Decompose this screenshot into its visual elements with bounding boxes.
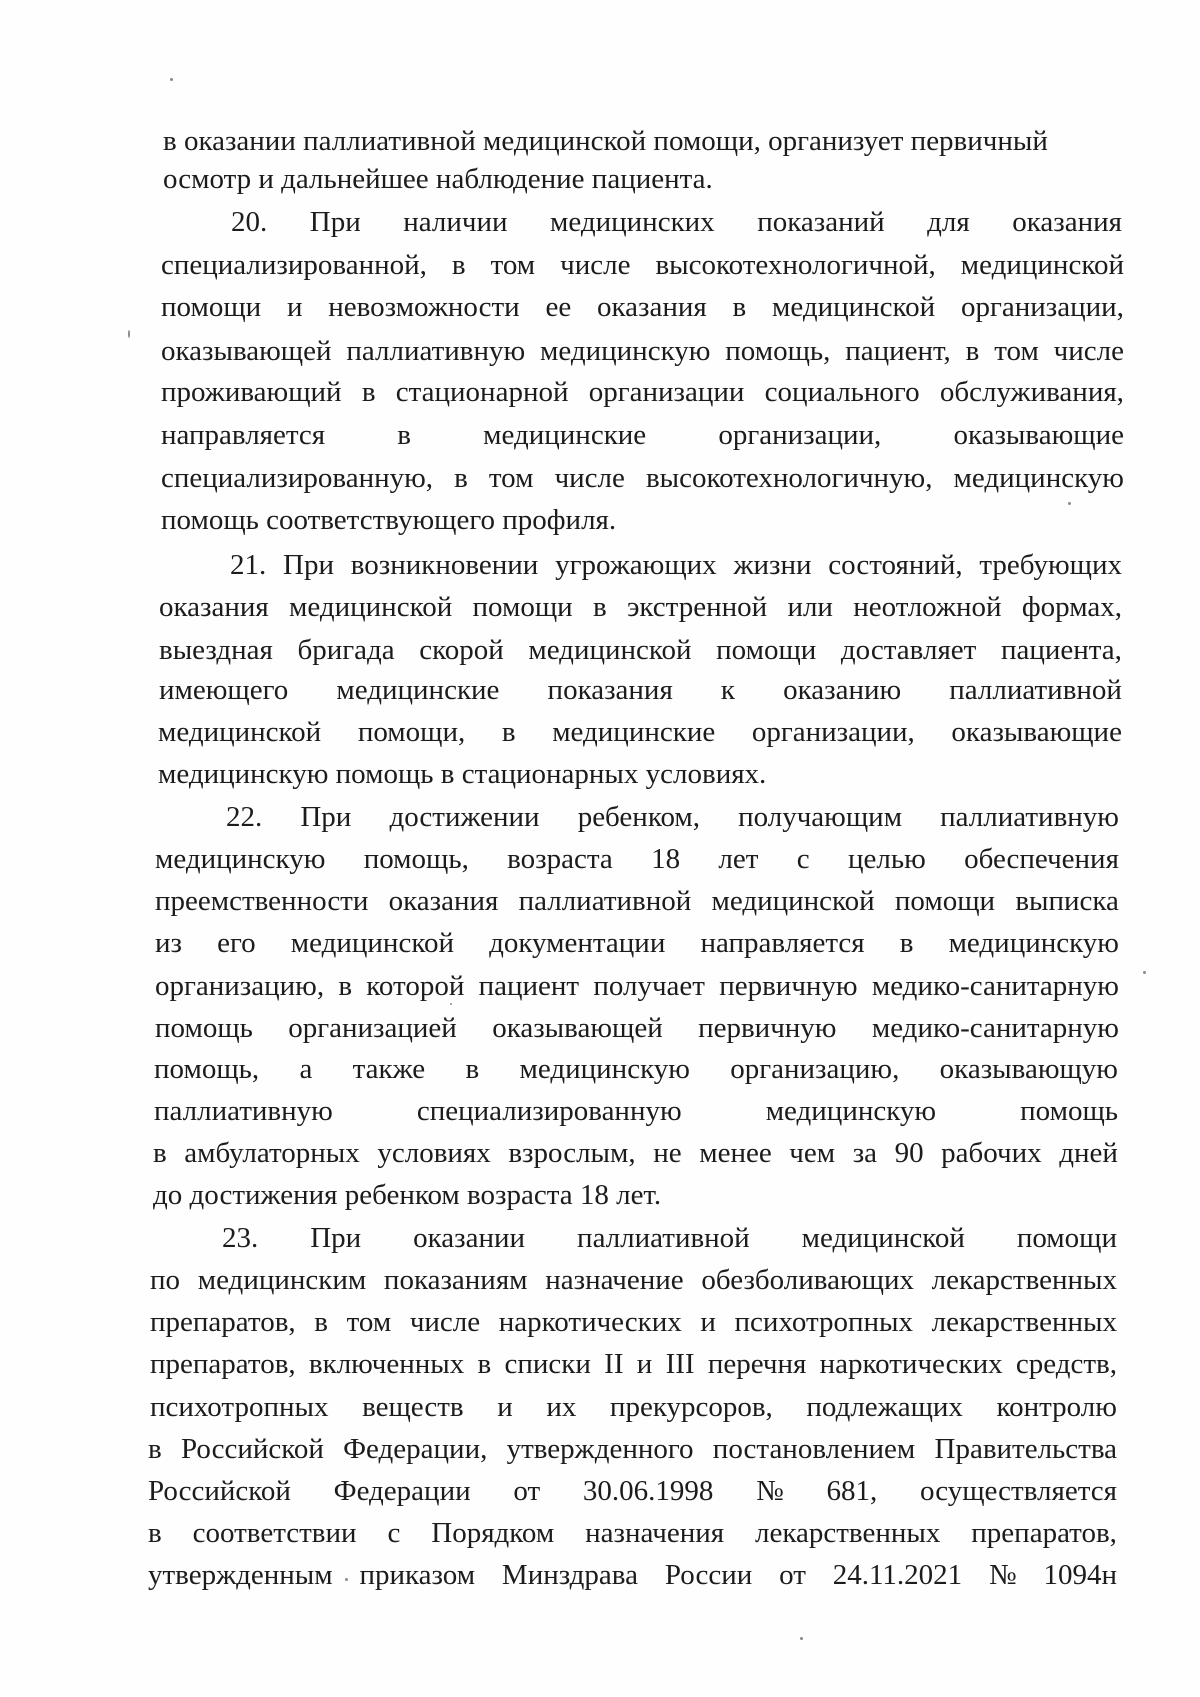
word: числе <box>1053 335 1124 367</box>
text-line: до достижения ребенком возраста 18 лет. <box>153 1179 662 1211</box>
word: Минздрава <box>501 1559 638 1591</box>
word: достижении <box>389 801 540 833</box>
word: контролю <box>996 1391 1117 1423</box>
word: 681, <box>826 1475 878 1507</box>
scan-speck <box>128 330 130 338</box>
word: организации <box>588 376 745 408</box>
word: том <box>488 462 534 494</box>
word: При <box>309 206 361 238</box>
word: том <box>994 335 1039 367</box>
word: медицинской <box>771 291 936 323</box>
word: медицинскую <box>155 843 326 875</box>
word: медицинской <box>711 885 875 917</box>
text-line <box>161 290 1124 324</box>
text-line <box>161 334 1124 368</box>
word: получает <box>593 970 705 1002</box>
word: лекарственных <box>931 1306 1117 1338</box>
word: в <box>501 716 516 748</box>
scan-speck <box>450 1003 452 1005</box>
word: выездная <box>159 634 273 666</box>
word: в <box>965 335 980 367</box>
word: и <box>497 1391 513 1423</box>
text-line <box>150 1263 1117 1297</box>
word: медицинские <box>336 674 500 706</box>
word: оказания <box>1012 206 1122 238</box>
word: осуществляется <box>920 1475 1117 1507</box>
word: ребенком, <box>577 801 700 833</box>
word: в <box>899 927 914 959</box>
word: медицинской <box>289 591 453 623</box>
text-line <box>230 548 1122 582</box>
word: получающим <box>738 801 903 833</box>
word: обслуживания, <box>939 376 1124 408</box>
word: 30.06.1998 <box>582 1475 714 1507</box>
word: организации, <box>960 291 1124 323</box>
word: и <box>700 1306 716 1338</box>
word: направляется <box>161 419 326 451</box>
word: лет <box>718 843 759 875</box>
word: 90 <box>894 1137 924 1169</box>
word: скорой <box>419 634 504 666</box>
word: организацию, <box>730 1053 900 1085</box>
text-line <box>161 418 1124 452</box>
word: наркотических <box>819 1348 1003 1380</box>
word: в <box>732 291 747 323</box>
word: психотропных <box>150 1391 329 1423</box>
word: из <box>155 927 182 959</box>
word: помощи, <box>357 716 466 748</box>
text-line <box>150 1347 1117 1381</box>
word: помощь, <box>363 843 469 875</box>
text-line: помощь соответствующего профиля. <box>161 504 617 536</box>
word: оказания <box>388 885 499 917</box>
word: менее <box>699 1137 772 1169</box>
word: в <box>451 249 466 281</box>
word: 18 <box>651 843 681 875</box>
word: в <box>153 1137 167 1169</box>
word: жизни <box>733 549 812 581</box>
word: рабочих <box>941 1137 1042 1169</box>
word: психотропных <box>734 1306 914 1338</box>
word: приказом <box>359 1559 476 1591</box>
word: невозможности <box>328 291 520 323</box>
word: медицинскую <box>540 335 711 367</box>
word: в <box>465 1053 480 1085</box>
word: показания <box>547 674 673 706</box>
word: оказания <box>596 291 707 323</box>
word: организацией <box>288 1012 457 1044</box>
word: дней <box>1059 1137 1118 1169</box>
word: числе <box>554 462 625 494</box>
word: наличии <box>403 206 508 238</box>
word: лекарственных <box>931 1264 1117 1296</box>
word: препаратов, <box>150 1348 296 1380</box>
word: проживающий <box>161 376 342 408</box>
word: формах, <box>1021 591 1122 623</box>
word: оказывающие <box>953 419 1124 451</box>
text-line <box>155 842 1119 876</box>
word: помощи <box>716 634 817 666</box>
word: помощи <box>894 885 996 917</box>
text-line <box>159 590 1122 624</box>
word: медицинской <box>290 927 454 959</box>
text-line <box>222 1221 1117 1255</box>
word: показаний <box>757 206 885 238</box>
word: амбулаторных <box>184 1137 360 1169</box>
word: медицинской <box>801 1222 965 1254</box>
word: прекурсоров, <box>609 1391 773 1423</box>
text-line <box>154 1052 1118 1086</box>
word: соответствии <box>192 1517 357 1549</box>
word: медицинские <box>552 716 716 748</box>
text-line: медицинскую помощь в стационарных условиях. <box>158 758 767 790</box>
text-line <box>226 800 1119 834</box>
text-line <box>158 715 1122 749</box>
word: 24.11.2021 <box>832 1559 963 1591</box>
word: медицинскую <box>519 1053 690 1085</box>
word: средств, <box>1015 1348 1117 1380</box>
word: № <box>756 1475 784 1507</box>
word: в <box>477 1348 492 1380</box>
word: первичную <box>719 970 858 1002</box>
word: назначения <box>585 1517 725 1549</box>
word: высокотехнологичную, <box>645 462 933 494</box>
word: Российской <box>180 1433 324 1465</box>
text-line <box>159 673 1122 707</box>
text-line <box>148 1558 1117 1592</box>
word: помощь <box>155 1012 253 1044</box>
word: от <box>779 1559 806 1591</box>
word: от <box>513 1475 541 1507</box>
word: стационарной <box>395 376 569 408</box>
word: лекарственных <box>755 1517 941 1549</box>
word: наркотических <box>498 1306 682 1338</box>
word: первичную <box>698 1012 837 1044</box>
word: включенных <box>308 1348 465 1380</box>
text-line <box>231 205 1122 239</box>
word: медицинскую <box>765 1095 937 1127</box>
word: Правительства <box>934 1433 1117 1465</box>
word: специализированную <box>416 1095 682 1127</box>
word: в <box>148 1517 162 1549</box>
word: социального <box>764 376 920 408</box>
word: также <box>352 1053 426 1085</box>
word: в <box>338 970 353 1002</box>
word: обеспечения <box>964 843 1119 875</box>
word: веществ <box>362 1391 464 1423</box>
text-line <box>161 375 1124 409</box>
word: помощи <box>161 291 262 323</box>
word: к <box>720 674 735 706</box>
word: медицинскую <box>953 462 1124 494</box>
scan-speck <box>800 1637 803 1640</box>
word: 23. <box>222 1222 259 1254</box>
word: медицинских <box>550 206 715 238</box>
text-line <box>154 1094 1118 1128</box>
text-line <box>148 1432 1117 1466</box>
word: перечня <box>707 1348 807 1380</box>
word: для <box>927 206 970 238</box>
word: помощи <box>472 591 573 623</box>
scan-speck <box>1143 971 1146 974</box>
text-line <box>155 884 1119 918</box>
word: оказывающие <box>951 716 1122 748</box>
word: III <box>665 1348 695 1380</box>
word: условиях <box>377 1137 491 1169</box>
word: и <box>636 1348 653 1380</box>
word: не <box>653 1137 682 1169</box>
word: угрожающих <box>555 549 717 581</box>
word: в <box>148 1433 162 1465</box>
text-line <box>148 1516 1117 1550</box>
text-line <box>148 1474 1117 1508</box>
word: преемственности <box>155 885 369 917</box>
word: медико-санитарную <box>871 1012 1119 1044</box>
text-line <box>161 248 1124 282</box>
word: бригада <box>297 634 395 666</box>
word: Федерации <box>333 1475 471 1507</box>
word: высокотехнологичной, <box>655 249 936 281</box>
word: помощь, <box>154 1053 260 1085</box>
word: взрослым, <box>508 1137 636 1169</box>
word: числе <box>560 249 631 281</box>
word: доставляет <box>840 634 977 666</box>
word: помощь <box>1020 1095 1118 1127</box>
word: пациент <box>478 970 580 1002</box>
text-line <box>150 1305 1117 1339</box>
word: ее <box>545 291 572 323</box>
word: Федерации, <box>343 1433 488 1465</box>
word: и <box>286 291 303 323</box>
word: специализированной, <box>161 249 427 281</box>
word: организацию, <box>155 970 325 1002</box>
word: пациент, <box>845 335 951 367</box>
word: оказания <box>159 591 269 623</box>
word: препаратов, <box>971 1517 1117 1549</box>
word: медицинскую <box>948 927 1119 959</box>
word: с <box>387 1517 401 1549</box>
word: в <box>314 1306 328 1338</box>
text-line <box>161 461 1124 495</box>
word: имеющего <box>159 674 289 706</box>
word: оказании <box>413 1222 526 1254</box>
text-line: в оказании паллиативной медицинской помощи, организует первичный <box>163 125 1048 157</box>
text-line <box>150 1390 1117 1424</box>
word: 21. <box>230 549 267 581</box>
word: 20. <box>231 206 268 238</box>
word: его <box>217 927 256 959</box>
word: по <box>150 1264 181 1296</box>
word: паллиативной <box>577 1222 750 1254</box>
word: помощи <box>1016 1222 1117 1254</box>
word: медицинской <box>158 716 322 748</box>
word: паллиативной <box>949 674 1122 706</box>
word: списки <box>504 1348 591 1380</box>
text-line <box>155 1011 1119 1045</box>
word: в <box>592 591 607 623</box>
word: организации, <box>751 716 915 748</box>
word: назначение <box>545 1264 684 1296</box>
scan-speck <box>1068 502 1071 505</box>
word: в <box>397 419 411 451</box>
word: в <box>361 376 376 408</box>
word: оказывающую <box>939 1053 1118 1085</box>
text-line <box>153 1136 1118 1170</box>
word: паллиативную <box>940 801 1119 833</box>
word: или <box>787 591 833 623</box>
text-line: осмотр и дальнейшее наблюдение пациента. <box>163 163 713 195</box>
word: показаниям <box>383 1264 528 1296</box>
word: обезболивающих <box>701 1264 914 1296</box>
word: медицинской <box>528 634 692 666</box>
text-line <box>159 633 1122 667</box>
word: Порядком <box>431 1517 555 1549</box>
word: постановлением <box>712 1433 916 1465</box>
word: которой <box>366 970 465 1002</box>
word: № <box>988 1559 1017 1591</box>
word: с <box>796 843 810 875</box>
word: паллиативную <box>346 335 526 367</box>
word: утвержденным <box>148 1559 333 1591</box>
word: специализированную, <box>161 462 434 494</box>
word: пациента, <box>1000 634 1122 666</box>
word: При <box>310 1222 362 1254</box>
word: состояний, <box>828 549 963 581</box>
word: за <box>852 1137 878 1169</box>
word: 1094н <box>1043 1559 1117 1591</box>
word: помощь, <box>725 335 831 367</box>
word: а <box>299 1053 313 1085</box>
word: документации <box>489 927 666 959</box>
word: оказанию <box>783 674 902 706</box>
word: том <box>346 1306 392 1338</box>
word: числе <box>409 1306 481 1338</box>
word: При <box>300 801 352 833</box>
word: возраста <box>507 843 613 875</box>
word: При <box>283 549 334 581</box>
word: экстренной <box>626 591 768 623</box>
text-line <box>155 926 1119 960</box>
word: России <box>664 1559 753 1591</box>
word: медико-санитарную <box>871 970 1119 1002</box>
word: чем <box>789 1137 836 1169</box>
word: в <box>454 462 468 494</box>
word: медицинским <box>197 1264 367 1296</box>
word: паллиативной <box>518 885 692 917</box>
word: неотложной <box>853 591 1002 623</box>
word: подлежащих <box>806 1391 963 1423</box>
word: направляется <box>700 927 865 959</box>
word: их <box>546 1391 577 1423</box>
word: медицинской <box>960 249 1124 281</box>
word: оказывающей <box>161 335 332 367</box>
word: организации, <box>718 419 882 451</box>
text-line <box>155 969 1119 1003</box>
scan-speck <box>170 78 173 81</box>
word: препаратов, <box>150 1306 296 1338</box>
word: паллиативную <box>154 1095 333 1127</box>
word: возникновении <box>350 549 539 581</box>
word: том <box>490 249 536 281</box>
word: медицинские <box>483 419 647 451</box>
word: выписка <box>1015 885 1119 917</box>
word: II <box>604 1348 624 1380</box>
word: утвержденного <box>506 1433 694 1465</box>
word: целью <box>847 843 926 875</box>
word: Российской <box>148 1475 291 1507</box>
word: требующих <box>979 549 1122 581</box>
word: 22. <box>226 801 263 833</box>
word: оказывающей <box>492 1012 663 1044</box>
